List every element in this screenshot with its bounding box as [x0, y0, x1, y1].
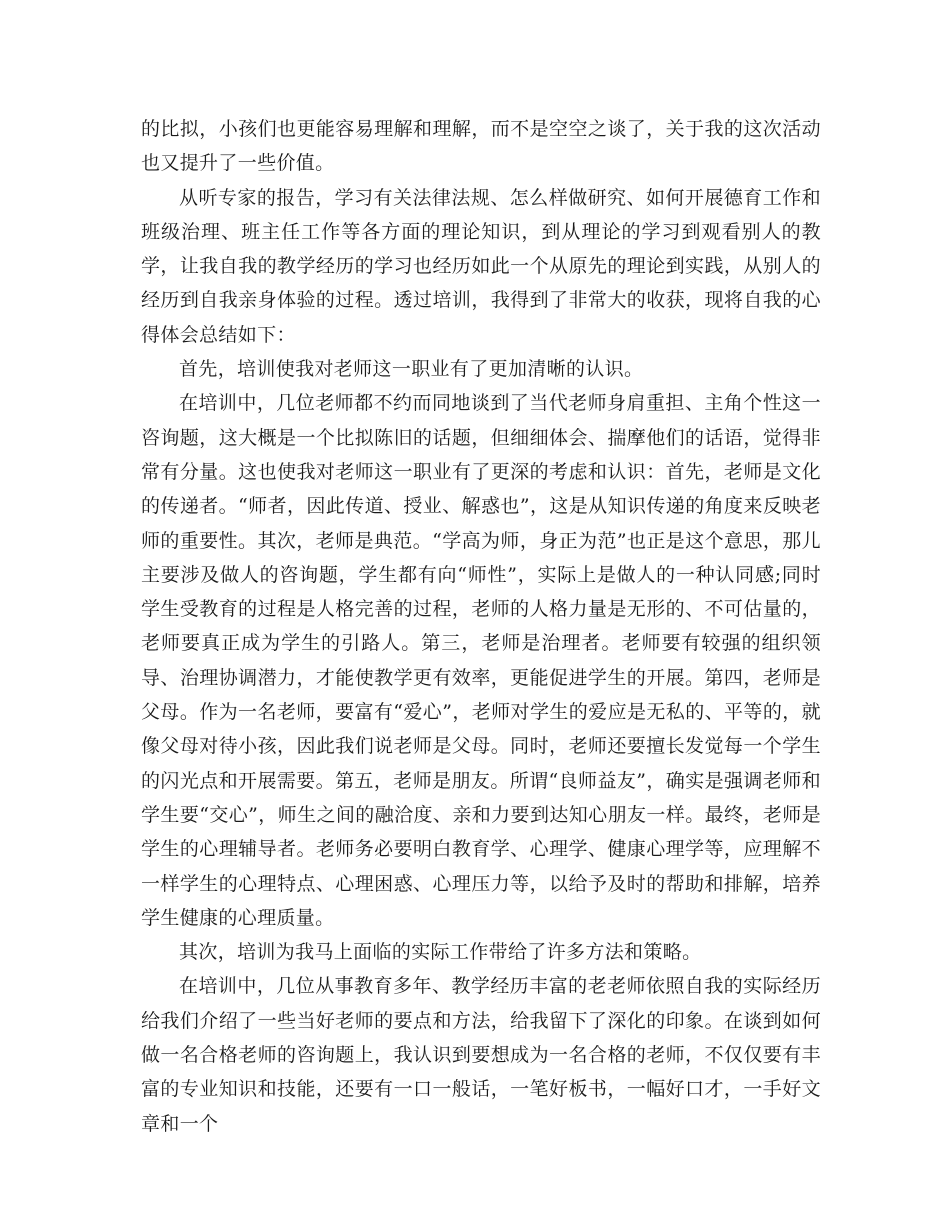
- paragraph-1: 的比拟，小孩们也更能容易理解和理解，而不是空空之谈了，关于我的这次活动也又提升了一些价值。: [141, 118, 821, 175]
- paragraph-2: 从听专家的报告，学习有关法律法规、怎么样做研究、如何开展德育工作和班级治理、班主任工作等各方面的理论知识，到从理论的学习到观看别人的教学，让我自我的教学经历的学习也经历如此一个从原先的理论到实践，从别人的经历到自我亲身体验的过程。透过培训，我得到了非常大的收获，现将自我的心得体会总结如下：: [141, 186, 821, 346]
- paragraph-6: 在培训中，几位从事教育多年、教学经历丰富的老老师依照自我的实际经历给我们介绍了一些当好老师的要点和方法，给我留下了深化的印象。在谈到如何做一名合格老师的咨询题上，我认识到要想成为一名合格的老师，不仅仅要有丰富的专业知识和技能，还要有一口一般话，一笔好板书，一幅好口才，一手好文章和一个: [141, 975, 821, 1135]
- paragraph-5: 其次，培训为我马上面临的实际工作带给了许多方法和策略。: [179, 941, 702, 964]
- paragraph-4: 在培训中，几位老师都不约而同地谈到了当代老师身肩重担、主角个性这一咨询题，这大概是一个比拟陈旧的话题，但细细体会、揣摩他们的话语，觉得非常有分量。这也使我对老师这一职业有了更深的考虑和认识：首先，老师是文化的传递者。“师者，因此传道、授业、解惑也”，这是从知识传递的角度来反映老师的重要性。其次，老师是典范。“学高为师，身正为范”也正是这个意思，那儿主要涉及做人的咨询题，学生都有向“师性”，实际上是做人的一种认同感;同时学生受教育的过程是人格完善的过程，老师的人格力量是无形的、不可估量的，老师要真正成为学生的引路人。第三，老师是治理者。老师要有较强的组织领导、治理协调潜力，才能使教学更有效率，更能促进学生的开展。第四，老师是父母。作为一名老师，要富有“爱心”，老师对学生的爱应是无私的、平等的，就像父母对待小孩，因此我们说老师是父母。同时，老师还要擅长发觉每一个学生的闪光点和开展需要。第五，老师是朋友。所谓“良师益友”，确实是强调老师和学生要“交心”，师生之间的融洽度、亲和力要到达知心朋友一样。最终，老师是学生的心理辅导者。老师务必要明白教育学、心理学、健康心理学等，应理解不一样学生的心理特点、心理困惑、心理压力等，以给予及时的帮助和排解，培养学生健康的心理质量。: [141, 392, 821, 929]
- paragraph-3: 首先，培训使我对老师这一职业有了更加清晰的认识。: [179, 358, 644, 381]
- document-body: [141, 112, 821, 1141]
